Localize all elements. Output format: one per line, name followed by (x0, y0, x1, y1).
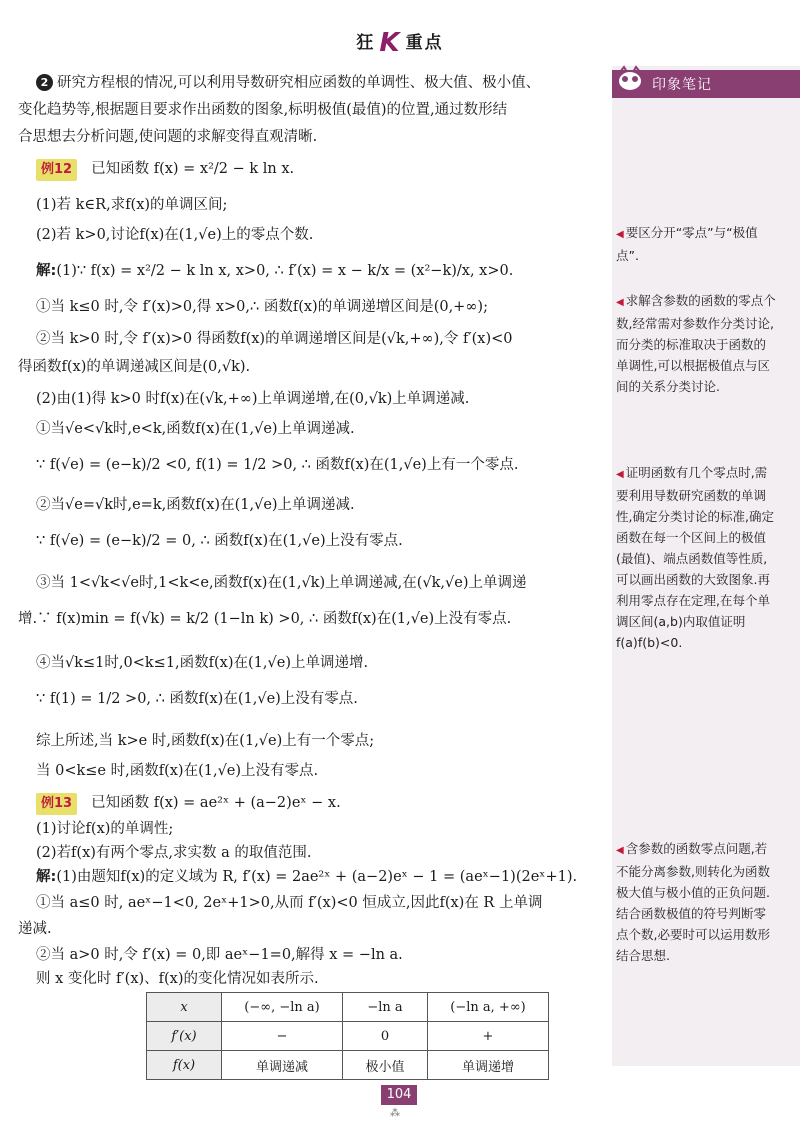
header-k-logo: K (379, 28, 402, 58)
ex12-solution-1: 解:(1)∵ f(x) = x²/2 − k ln x, x>0, ∴ f′(x) = x − k/x = (x²−k)/x, x>0. (36, 263, 514, 279)
header-right: 重点 (405, 33, 444, 53)
ex12-solution-8: ②当√e=√k时,e=k,函数f(x)在(1,√e)上单调递减. (36, 497, 355, 513)
table-cell: (−∞, −ln a) (222, 993, 343, 1022)
intro-line-1: 2 研究方程根的情况,可以利用导数研究相应函数的单调性、极大值、极小值、 (18, 72, 626, 94)
page-number: 104 (381, 1085, 417, 1105)
ex12-solution-10: ③当 1<√k<√e时,1<k<e,函数f(x)在(1,√k)上单调递减,在(√k,√e)上单调递 (36, 575, 527, 591)
pointer-icon: ◀ (616, 469, 624, 480)
ex13-solution-5: 则 x 变化时 f′(x)、f(x)的变化情况如表所示. (36, 971, 319, 987)
ex12-solution-15: 当 0<k≤e 时,函数f(x)在(1,√e)上没有零点. (36, 763, 319, 779)
example-13-title: 例13 已知函数 f(x) = ae²ˣ + (a−2)eˣ − x. (18, 792, 626, 815)
ex12-solution-12: ④当√k≤1时,0<k≤1,函数f(x)在(1,√e)上单调递增. (36, 655, 369, 671)
ex12-solution-3: ②当 k>0 时,令 f′(x)>0 得函数f(x)的单调递增区间是(√k,+∞),令 f′(x)<0 (36, 331, 513, 347)
variation-table (146, 992, 549, 1080)
sidebar-title: 印象笔记 (652, 77, 712, 93)
ex12-solution-5: (2)由(1)得 k>0 时f(x)在(√k,+∞)上单调递增,在(0,√k)上单调递减. (36, 391, 470, 407)
ex13-solution-2: ①当 a≤0 时, aeˣ−1<0, 2eˣ+1>0,从而 f′(x)<0 恒成立,因此f(x)在 R 上单调 (36, 895, 543, 911)
ex12-solution-9: ∵ f(√e) = (e−k)/2 = 0, ∴ 函数f(x)在(1,√e)上没有零点. (36, 533, 403, 549)
ex13-question-2: (2)若f(x)有两个零点,求实数 a 的取值范围. (36, 845, 312, 861)
intro-line-3: 合思想去分析问题,使问题的求解变得直观清晰. (18, 129, 318, 145)
table-cell: − (222, 1022, 343, 1051)
table-cell: 极小值 (343, 1051, 428, 1080)
ex12-solution-13: ∵ f(1) = 1/2 >0, ∴ 函数f(x)在(1,√e)上没有零点. (36, 691, 358, 707)
example-badge: 例13 (36, 793, 77, 815)
ex12-solution-6: ①当√e<√k时,e<k,函数f(x)在(1,√e)上单调递减. (36, 421, 355, 437)
table-row (147, 1051, 549, 1080)
page-header (0, 28, 800, 58)
table-cell: −ln a (343, 993, 428, 1022)
decorative-mark-icon: ⁂ (390, 1108, 400, 1119)
table-row (147, 1022, 549, 1051)
pointer-icon: ◀ (616, 845, 624, 856)
table-row (147, 993, 549, 1022)
example-badge: 例12 (36, 159, 77, 181)
table-cell: 0 (343, 1022, 428, 1051)
ex13-solution-4: ②当 a>0 时,令 f′(x) = 0,即 aeˣ−1=0,解得 x = −ln a. (36, 947, 403, 963)
ex12-question-1: (1)若 k∈R,求f(x)的单调区间; (36, 197, 228, 213)
pointer-icon: ◀ (616, 229, 624, 240)
ex13-solution-1: 解:(1)由题知f(x)的定义域为 R, f′(x) = 2ae²ˣ + (a−2)eˣ − 1 = (aeˣ−1)(2eˣ+1). (36, 869, 578, 885)
note-1: ◀ 要区分开“零点”与“极值点”. (616, 225, 758, 263)
note-4: ◀ 含参数的函数零点问题,若不能分离参数,则转化为函数极大值与极小值的正负问题.结合函数极值的符号判断零点个数,必要时可以运用数形结合思想. (616, 841, 770, 963)
table-cell: (−ln a, +∞) (428, 993, 549, 1022)
table-cell: 单调递减 (222, 1051, 343, 1080)
table-cell: + (428, 1022, 549, 1051)
header-left: 狂 (356, 33, 376, 53)
table-header-cell: x (147, 993, 222, 1022)
ex12-solution-11: 增.∵ f(x)min = f(√k) = k/2 (1−ln k) >0, ∴ 函数f(x)在(1,√e)上没有零点. (18, 611, 512, 627)
pointer-icon: ◀ (616, 297, 624, 308)
ex12-question-2: (2)若 k>0,讨论f(x)在(1,√e)上的零点个数. (36, 227, 314, 243)
intro-line-2: 变化趋势等,根据题目要求作出函数的图象,标明极值(最值)的位置,通过数形结 (18, 102, 508, 118)
solution-label: 解: (36, 263, 57, 279)
note-2: ◀ 求解含参数的函数的零点个数,经常需对参数作分类讨论,而分类的标准取决于函数的单调性,可以根据极值点与区间的关系分类讨论. (616, 293, 776, 394)
ex12-solution-14: 综上所述,当 k>e 时,函数f(x)在(1,√e)上有一个零点; (36, 733, 375, 749)
ex13-solution-3: 递减. (18, 921, 52, 937)
table-header-cell: f′(x) (147, 1022, 222, 1051)
table-header-cell: f(x) (147, 1051, 222, 1080)
note-3: ◀ 证明函数有几个零点时,需要利用导数研究函数的单调性,确定分类讨论的标准,确定函数在每一个区间上的极值(最值)、端点函数值等性质,可以画出函数的大致图象.再利用零点存在定理,在每个单调区间(a,b)内取值证明f(a)f(b)<0. (616, 465, 774, 650)
ex12-solution-4: 得函数f(x)的单调递减区间是(0,√k). (18, 359, 251, 375)
ex12-solution-7: ∵ f(√e) = (e−k)/2 <0, f(1) = 1/2 >0, ∴ 函数f(x)在(1,√e)上有一个零点. (36, 457, 519, 473)
ex13-question-1: (1)讨论f(x)的单调性; (36, 821, 174, 837)
table-cell: 单调递增 (428, 1051, 549, 1080)
example-12-title: 例12 已知函数 f(x) = x²/2 − k ln x. (18, 158, 626, 181)
ex12-solution-2: ①当 k≤0 时,令 f′(x)>0,得 x>0,∴ 函数f(x)的单调递增区间是(0,+∞); (36, 299, 488, 315)
solution-label: 解: (36, 869, 57, 885)
number-badge: 2 (36, 74, 53, 91)
